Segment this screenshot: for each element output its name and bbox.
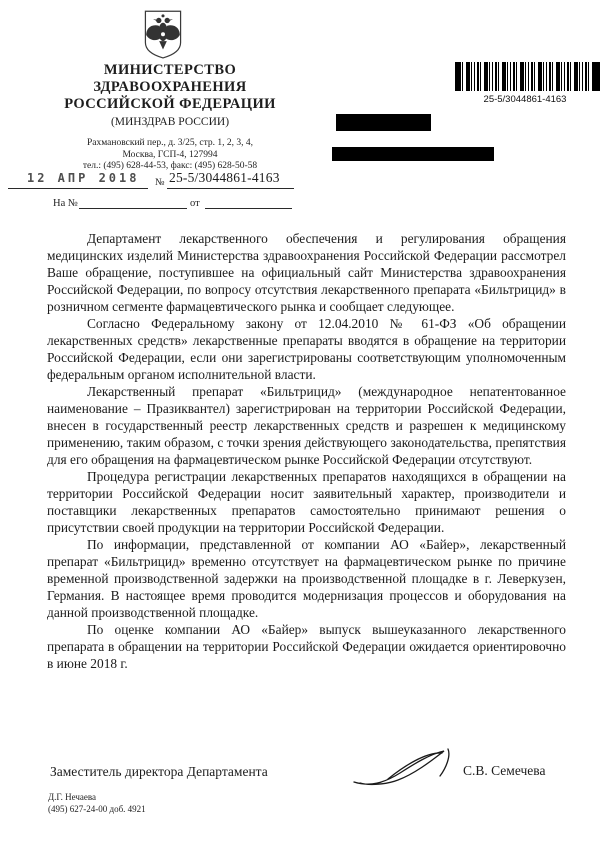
reply-date-blank-line [205,208,292,209]
ministry-name-line2: ЗДРАВООХРАНЕНИЯ [93,79,247,95]
paragraph-5: По информации, представленной от компании АО «Байер», лекарственный препарат «Бильтрицид» временно отсутствует на фармацевтическом рынке по причине временной производственной задержки на производственной площадке в г. Леверкузен, Германия. В настоящее время проводится модернизация процессов и оборудования на данной производственной площадке. [47,537,566,620]
ministry-contacts [18,138,322,173]
paragraph-6: По оценке компании АО «Байер» выпуск вышеуказанного лекарственного препарата в обращении на территории Российской Федерации ожидается ориентировочно в июне 2018 г. [47,622,566,671]
redacted-recipient-block-1 [336,114,431,131]
letterhead [18,62,322,173]
paragraph-1: Департамент лекарственного обеспечения и регулирования обращения медицинских изделий Министерства здравоохранения Российской Федерации рассмотрел Ваше обращение, поступившее на официальный сайт Министерства здравоохранения Российской Федерации, по вопросу отсутствия лекарственного препарата «Бильтрицид» в розничном сегменте фармацевтического рынка и сообщает следующее. [47,231,566,314]
reply-from-label: от [190,198,200,209]
outgoing-number: 25-5/3044861-4163 [169,170,280,185]
russia-coat-of-arms-icon [140,9,186,61]
number-blank-line [167,188,294,189]
handwritten-signature [350,746,465,790]
barcode [455,62,600,91]
number-sign: № [155,177,165,188]
paragraph-3: Лекарственный препарат «Бильтрицид» (международное непатентованное наименование – Празиквантел) зарегистрирован на территории Российской Федерации, внесен в государственный реестр лекарственных средств и разрешен к медицинскому применению, таким образом, с точки зрения действующего законодательства, препятствия для его обращения на фармацевтическом рынке Российской Федерации отсутствуют. [47,384,566,467]
reply-number-blank-line [79,208,187,209]
ministry-name-line3: РОССИЙСКОЙ ФЕДЕРАЦИИ [64,96,276,112]
phone-fax-line: тел.: (495) 628-44-53, факс: (495) 628-50-58 [82,161,258,171]
paragraph-2: Согласно Федеральному закону от 12.04.2010 № 61-ФЗ «Об обращении лекарственных средств» лекарственные препараты вводятся в обращение на территории Российской Федерации, если они зарегистрированы соответствующим уполномоченным федеральным органом исполнительной власти. [47,316,566,382]
reply-to-label: На № [53,198,78,209]
ministry-name-line1: МИНИСТЕРСТВО [103,62,237,78]
date-blank-line [8,188,148,189]
paragraph-4: Процедура регистрации лекарственных препаратов находящихся в обращении на территории Российской Федерации носит заявительный характер, производители и поставщики лекарственных препаратов самостоятельно принимают решения о присутствии своей продукции на территории Российской Федерации. [47,469,566,535]
date-stamp: 12 АПР 2018 [27,171,140,185]
executor-name: Д.Г. Нечаева [48,792,96,802]
address-line1: Рахмановский пер., д. 3/25, стр. 1, 2, 3, 4, [86,138,254,148]
address-line2: Москва, ГСП-4, 127994 [122,149,218,160]
executor-phone: (495) 627-24-00 доб. 4921 [48,803,146,814]
ministry-short-name: (МИНЗДРАВ РОССИИ) [110,116,230,128]
signer-position-title: Заместитель директора Департамента [50,764,268,779]
barcode-number: 25-5/3044861-4163 [483,94,567,105]
letter-body [47,230,566,672]
signer-name: С.В. Семечева [463,763,546,778]
redacted-recipient-block-2 [332,147,494,161]
executor-info [48,792,146,815]
